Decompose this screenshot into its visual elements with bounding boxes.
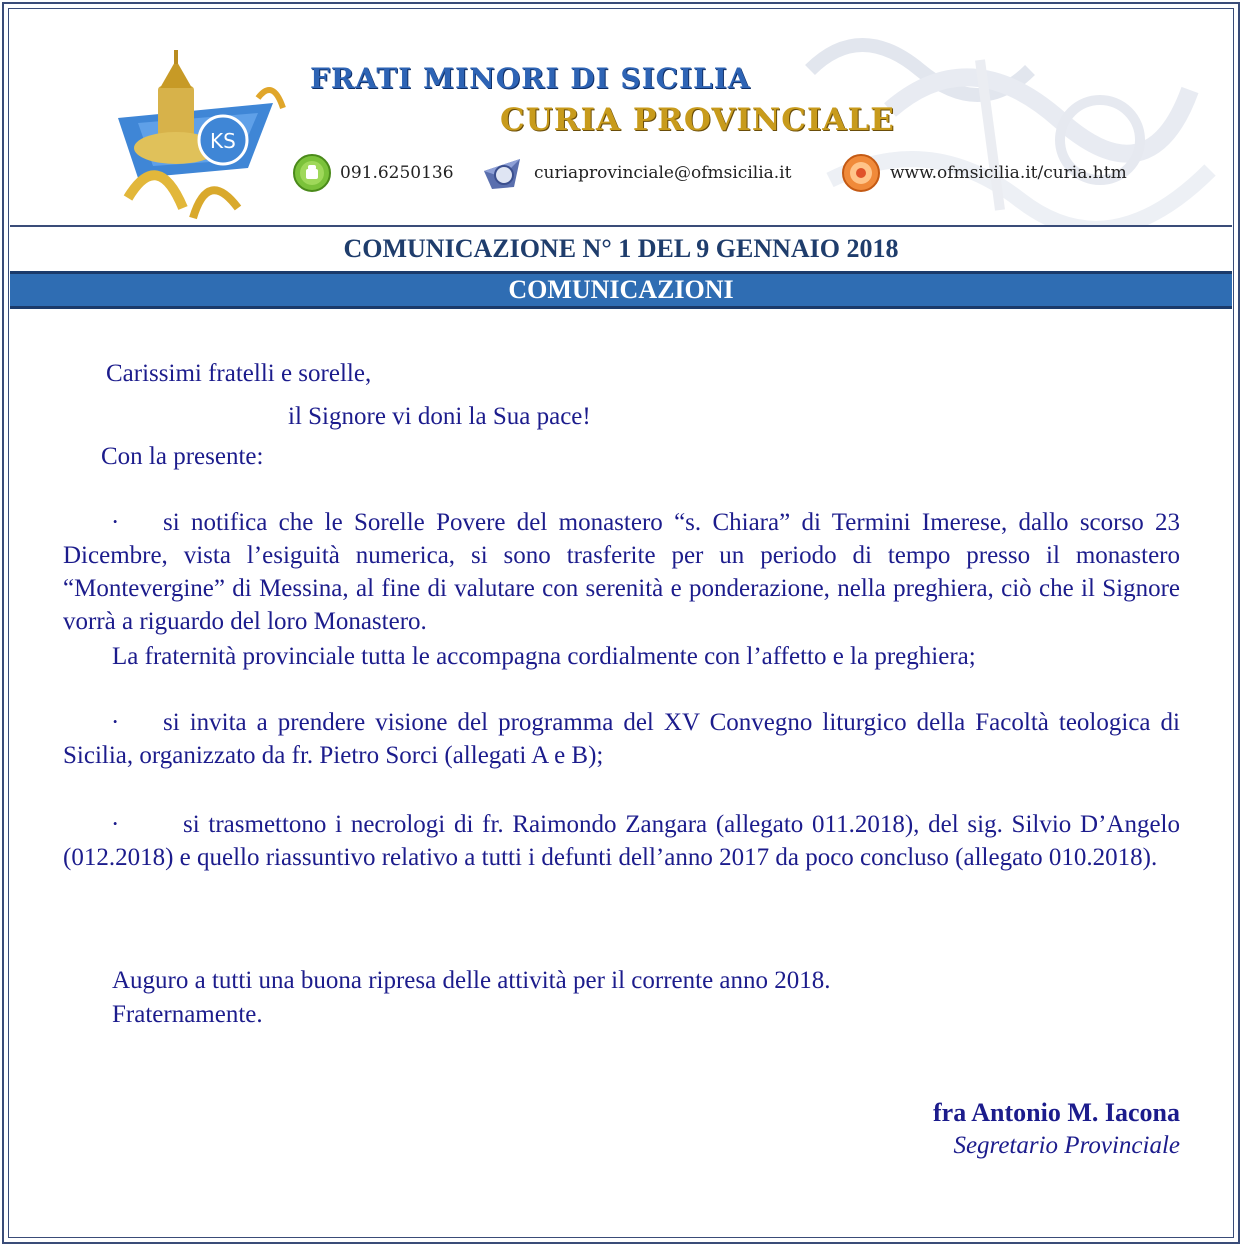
letterhead-title-line1: FRATI MINORI DI SICILIA xyxy=(310,62,751,95)
bullet: · xyxy=(111,509,120,536)
bullet: · xyxy=(111,811,120,838)
signature-name: fra Antonio M. Iacona xyxy=(933,1098,1180,1127)
farewell: Fraternamente. xyxy=(112,1001,263,1028)
list-item-text: si notifica che le Sorelle Povere del monastero “s. Chiara” di Termini Imerese, dallo scorso 23 Dicembre, vista l’esiguità numerica, si sono trasferite per un periodo di tempo presso il monastero “Montevergine” di Messina, al fine di valutare con serenità e ponderazione, nella preghiera, ciò che il Signore vorrà a riguardo del loro Monastero. xyxy=(63,509,1180,635)
section-bar xyxy=(10,271,1232,309)
phone-icon xyxy=(292,153,332,193)
web-icon xyxy=(840,153,882,193)
letterhead-title-line2: CURIA PROVINCIALE xyxy=(500,102,895,138)
list-item-text: si trasmettono i necrologi di fr. Raimondo Zangara (allegato 011.2018), del sig. Silvio D’Angelo (012.2018) e quello riassuntivo relativo a tutti i defunti dell’anno 2017 da poco concluso (allegato 010.2018). xyxy=(63,811,1180,871)
communication-title: COMUNICAZIONE N° 1 DEL 9 GENNAIO 2018 xyxy=(343,234,899,263)
contact-phone xyxy=(292,153,454,193)
franciscan-logo xyxy=(98,48,288,225)
list-item-text: si invita a prendere visione del programma del XV Convegno liturgico della Facoltà teologica di Sicilia, organizzato da fr. Pietro Sorci (allegati A e B); xyxy=(63,709,1180,769)
greeting: Carissimi fratelli e sorelle, xyxy=(106,360,372,387)
closing: Auguro a tutti una buona ripresa delle attività per il corrente anno 2018. xyxy=(112,967,831,994)
letterhead-banner xyxy=(10,10,1232,225)
website-url: www.ofmsicilia.it/curia.htm xyxy=(890,163,1127,183)
contact-email xyxy=(480,153,791,193)
email-address: curiaprovinciale@ofmsicilia.it xyxy=(534,163,792,183)
list-item-followup: La fraternità provinciale tutta le accompagna cordialmente con l’affetto e la preghiera; xyxy=(112,643,976,670)
divider-top xyxy=(10,225,1232,227)
intro: Con la presente: xyxy=(101,443,264,470)
list-item xyxy=(63,808,1180,874)
bullet: · xyxy=(111,709,120,736)
email-icon xyxy=(480,153,526,193)
signature-role: Segretario Provinciale xyxy=(953,1132,1180,1159)
contact-website xyxy=(840,153,1127,193)
logo-monogram: KS xyxy=(210,129,236,153)
section-title: COMUNICAZIONI xyxy=(508,275,734,304)
phone-number: 091.6250136 xyxy=(340,163,454,183)
list-item xyxy=(63,706,1180,772)
list-item xyxy=(63,506,1180,638)
blessing: il Signore vi doni la Sua pace! xyxy=(288,403,591,430)
